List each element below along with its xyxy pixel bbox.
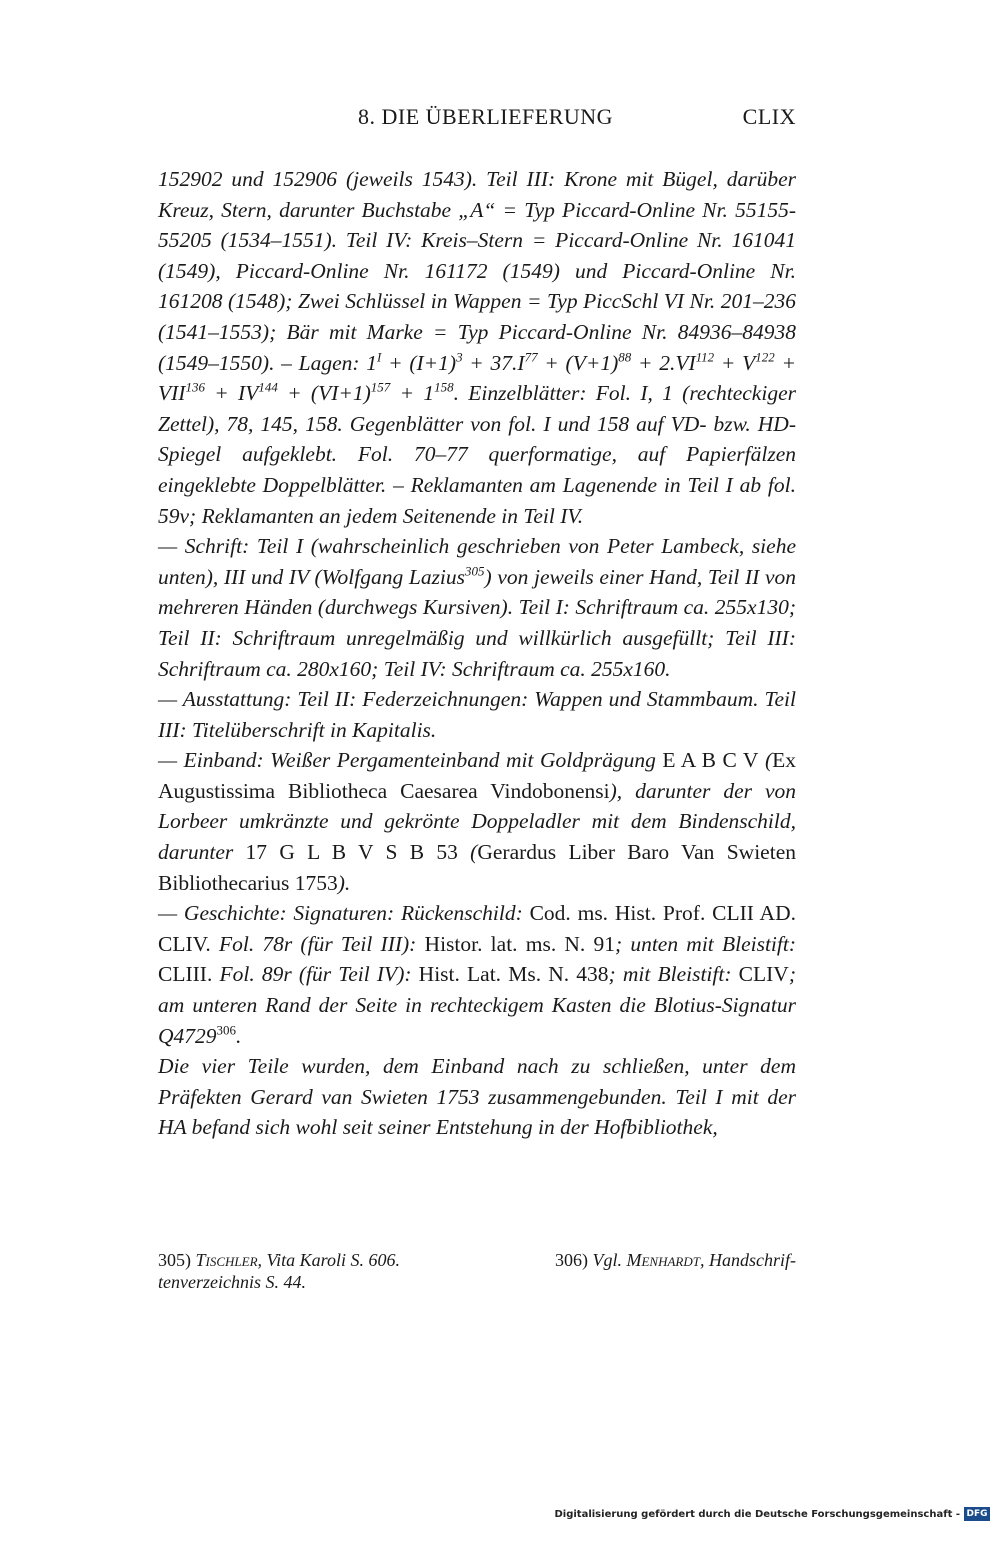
text-run: + 1 (390, 381, 435, 406)
footnote-305 (158, 1249, 400, 1271)
text-run: + (V+1) (537, 350, 619, 375)
text-run: ; am unteren Rand der Seite in rechteckigem Kasten die Blotius-Signatur Q4729 (158, 962, 797, 1048)
digitization-note (554, 1506, 990, 1522)
footnote-number: 306) (555, 1250, 588, 1270)
footnote-306-continuation: tenverzeichnis S. 44. (158, 1272, 306, 1292)
text-run: ), darunter der von Lorbeer umkränzte und gekrönte Doppeladler mit dem Bindenschild, darunter (158, 778, 796, 865)
text-run: 152902 und 152906 (jeweils 1543). Teil III: Krone mit Bügel, darüber Kreuz, Stern, darunter Buchstabe „A“ = Typ Piccard-Online Nr. 55155-55205 (1534–1551). Teil IV: Kreis–Stern = Piccard-Online Nr. 161041 (1549), Piccard-Online Nr. 161172 (1549) und Piccard-Online Nr. 161208 (1548); Zwei Schlüssel in Wappen = Typ PiccSchl VI Nr. 201–236 (1541–1553); Bär mit Marke = Typ Piccard-Online Nr. 84936–84938 (1549–1550). – Lagen: 1 (158, 167, 796, 375)
paragraph-watermarks-collation (158, 164, 796, 531)
footnote-author: Menhardt (626, 1250, 700, 1270)
text-run: + (VI+1) (277, 381, 371, 406)
page-number: CLIX (742, 104, 796, 129)
roman-run: Ex Augustissima Bibliotheca Caesarea Vindobonensi (158, 748, 796, 803)
text-run: — Ausstattung: Teil II: Federzeichnungen: Wappen und Stammbaum. Teil III: Titelüberschrift in Kapitalis. (158, 687, 796, 742)
superscript: 88 (618, 349, 632, 365)
dfg-logo-icon: DFG (964, 1507, 990, 1521)
roman-run: 17 G L B V S B 53 (245, 840, 458, 865)
text-run: + 37.I (462, 350, 525, 375)
footnote-author: Tischler (195, 1250, 258, 1270)
roman-run: Hist. Lat. Ms. N. 438 (418, 962, 609, 987)
paragraph-history (158, 898, 796, 1051)
roman-run: Cod. ms. Hist. Prof. CLII AD. CLIV. (158, 901, 796, 956)
text-run: + 2.VI (631, 350, 696, 375)
paragraph-script (158, 531, 796, 684)
text-run: — Geschichte: Signaturen: Rückenschild: (158, 901, 530, 926)
text-run: ( (758, 748, 773, 773)
text-run: — Schrift: Teil I (wahrscheinlich geschrieben von Peter Lambeck, siehe unten), III und IV (Wolfgang Lazius (158, 534, 796, 589)
footnote-row (158, 1249, 796, 1271)
text-run: — Einband: Weißer Pergamenteinband mit Goldprägung (158, 748, 663, 773)
text-run: ( (457, 840, 478, 865)
text-run: Fol. 78r (für Teil III): (210, 931, 425, 956)
footnote-306 (555, 1249, 796, 1271)
text-run: . (236, 1023, 242, 1048)
footnote-text: , Handschrif- (700, 1250, 796, 1270)
text-run: + VII (158, 350, 796, 406)
footnote-ref-305[interactable]: 305 (465, 563, 485, 579)
superscript: 136 (185, 379, 205, 395)
text-run: + IV (204, 381, 259, 406)
text-run: ; unten mit Bleistift: (614, 931, 796, 956)
footnote-text: , Vita Karoli S. 606. (257, 1250, 401, 1270)
text-run: + V (714, 350, 756, 375)
text-run: + (I+1) (381, 350, 457, 375)
paragraph-binding-history (158, 1051, 796, 1143)
roman-run: E A B C V (662, 748, 759, 773)
paragraph-decoration (158, 684, 796, 745)
text-run: Die vier Teile wurden, dem Einband nach zu schließen, unter dem Präfekten Gerard van Swieten 1753 zusammengebunden. Teil I mit der HA befand sich wohl seit seiner Entstehung in der Hofbibliothek, (158, 1054, 796, 1140)
footnote-text: Vgl. (592, 1250, 627, 1270)
text-run: ). (337, 870, 351, 895)
superscript: 77 (524, 349, 538, 365)
superscript: 122 (755, 349, 775, 365)
roman-run: CLIII. (158, 962, 213, 987)
roman-run: Gerardus Liber Baro Van Swieten Bibliothecarius 1753 (158, 840, 796, 895)
superscript: 112 (695, 349, 715, 365)
footnotes (158, 1249, 796, 1293)
running-title: 8. DIE ÜBERLIEFERUNG (358, 104, 614, 129)
footnote-ref-306[interactable]: 306 (216, 1022, 237, 1038)
superscript: 3 (456, 349, 463, 365)
superscript: 158 (434, 379, 454, 395)
main-text (158, 164, 796, 1143)
footnote-number: 305) (158, 1250, 191, 1270)
superscript: I (377, 349, 382, 365)
text-run: . Einzelblätter: Fol. I, 1 (rechteckiger Zettel), 78, 145, 158. Gegenblätter von fol. I und 158 auf VD- bzw. HD-Spiegel aufgeklebt. Fol. 70–77 querformatige, auf Papierfälzen eingeklebte Doppelblätter. – Reklamanten am Lagenende in Teil I ab fol. 59v; Reklamanten an jedem Seitenende in Teil IV. (158, 381, 796, 528)
paragraph-binding (158, 745, 796, 898)
roman-run: Histor. lat. ms. N. 91 (424, 931, 615, 956)
text-run: Fol. 89r (für Teil IV): (212, 962, 419, 987)
text-run: ) von jeweils einer Hand, Teil II von mehreren Händen (durchwegs Kursiven). Teil I: Schriftraum ca. 255x130; Teil II: Schriftraum unregelmäßig und willkürlich ausgefüllt; Teil III: Schriftraum ca. 280x160; Teil IV: Schriftraum ca. 255x160. (158, 564, 796, 681)
digitization-text: Digitalisierung gefördert durch die Deutsche Forschungsgemeinschaft - (554, 1508, 960, 1520)
superscript: 157 (370, 379, 391, 395)
superscript: 144 (258, 379, 278, 395)
running-header (158, 104, 796, 138)
roman-run: CLIV (738, 962, 789, 987)
text-run: ; mit Bleistift: (608, 962, 739, 987)
